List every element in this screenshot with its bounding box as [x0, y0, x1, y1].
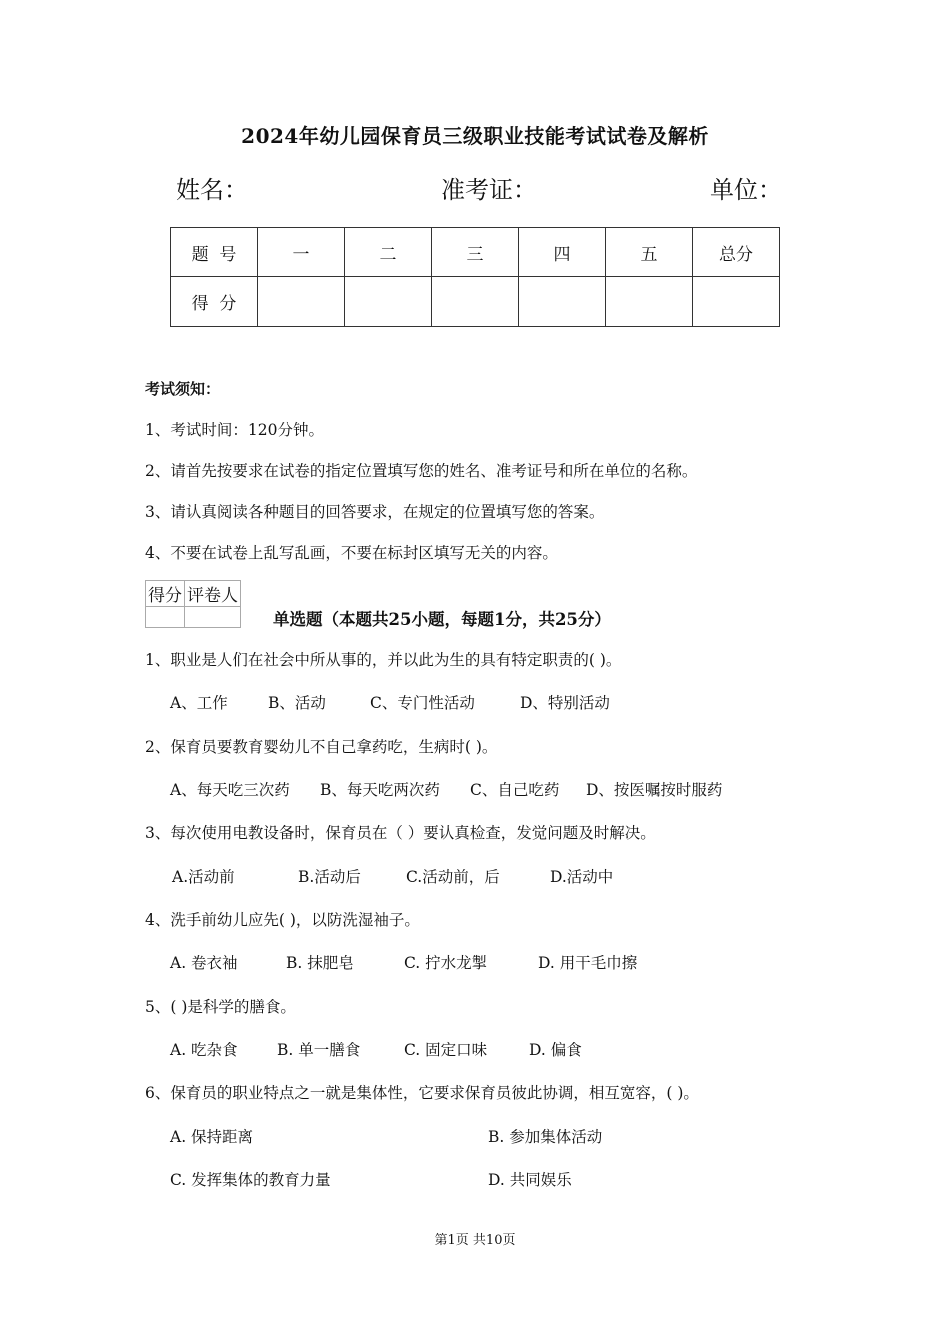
notice-heading: 考试须知：	[145, 380, 221, 398]
question-text: 1、职业是人们在社会中所从事的，并以此为生的具有特定职责的( )。	[145, 651, 622, 669]
score-cell[interactable]	[432, 277, 519, 327]
score-table-header-cell: 二	[345, 228, 432, 277]
score-table-header-cell: 总分	[693, 228, 780, 277]
score-cell[interactable]	[345, 277, 432, 327]
notice-item: 3、请认真阅读各种题目的回答要求，在规定的位置填写您的答案。	[145, 503, 605, 521]
score-table-header-cell: 一	[258, 228, 345, 277]
score-table	[170, 227, 780, 327]
question-option: B. 参加集体活动	[488, 1128, 603, 1146]
name-field-label: 姓名：	[176, 176, 248, 204]
grader-box	[145, 580, 241, 628]
notice-item: 4、不要在试卷上乱写乱画，不要在标封区填写无关的内容。	[145, 544, 558, 562]
question-option: B.活动后	[298, 868, 361, 886]
question-option: A.活动前	[172, 868, 235, 886]
question-option: C. 发挥集体的教育力量	[170, 1171, 331, 1189]
question-option: D、按医嘱按时服药	[586, 781, 723, 799]
grader-box-score-cell[interactable]	[146, 607, 185, 628]
question-text: 2、保育员要教育婴幼儿不自己拿药吃，生病时( )。	[145, 738, 498, 756]
question-text: 3、每次使用电教设备时，保育员在（ ）要认真检查，发觉问题及时解决。	[145, 824, 656, 842]
question-option: A. 保持距离	[170, 1128, 254, 1146]
question-option: C. 固定口味	[404, 1041, 488, 1059]
question-option: A. 卷衣袖	[170, 954, 238, 972]
score-cell[interactable]	[606, 277, 693, 327]
score-table-header-cell: 五	[606, 228, 693, 277]
score-table-header-cell: 四	[519, 228, 606, 277]
question-option: D.活动中	[550, 868, 614, 886]
question-option: D. 用干毛巾擦	[538, 954, 638, 972]
score-cell[interactable]	[693, 277, 780, 327]
page-footer: 第1页 共10页	[434, 1233, 516, 1248]
exam-title: 2024年幼儿园保育员三级职业技能考试试卷及解析	[241, 124, 709, 148]
score-table-header-cell: 题 号	[171, 228, 258, 277]
question-option: B. 单一膳食	[277, 1041, 361, 1059]
question-text: 6、保育员的职业特点之一就是集体性，它要求保育员彼此协调，相互宽容，( )。	[145, 1084, 699, 1102]
question-option: A、每天吃三次药	[170, 781, 290, 799]
question-option: C、专门性活动	[370, 694, 475, 712]
question-option: A、工作	[170, 694, 228, 712]
section-heading: 单选题（本题共25小题，每题1分，共25分）	[273, 610, 611, 629]
question-option: C. 拧水龙掣	[404, 954, 488, 972]
grader-box-score-label: 得分	[146, 581, 185, 607]
question-option: B、活动	[268, 694, 326, 712]
score-cell[interactable]	[258, 277, 345, 327]
score-row-label: 得 分	[171, 277, 258, 327]
question-option: D. 偏食	[529, 1041, 582, 1059]
question-text: 4、洗手前幼儿应先( )，以防洗湿袖子。	[145, 911, 420, 929]
question-option: D、特别活动	[520, 694, 610, 712]
question-option: C.活动前，后	[406, 868, 500, 886]
question-option: A. 吃杂食	[170, 1041, 238, 1059]
question-option: D. 共同娱乐	[488, 1171, 572, 1189]
exam-number-field-label: 准考证：	[441, 176, 537, 204]
grader-box-grader-cell[interactable]	[185, 607, 241, 628]
score-table-score-row	[171, 277, 780, 327]
score-table-header-row	[171, 228, 780, 277]
notice-item: 1、考试时间：120分钟。	[145, 421, 324, 439]
score-cell[interactable]	[519, 277, 606, 327]
question-text: 5、( )是科学的膳食。	[145, 998, 296, 1016]
score-table-header-cell: 三	[432, 228, 519, 277]
notice-item: 2、请首先按要求在试卷的指定位置填写您的姓名、准考证号和所在单位的名称。	[145, 462, 698, 480]
question-option: C、自己吃药	[470, 781, 560, 799]
grader-box-grader-label: 评卷人	[185, 581, 241, 607]
question-option: B、每天吃两次药	[320, 781, 440, 799]
question-option: B. 抹肥皂	[286, 954, 354, 972]
unit-field-label: 单位：	[710, 176, 782, 204]
